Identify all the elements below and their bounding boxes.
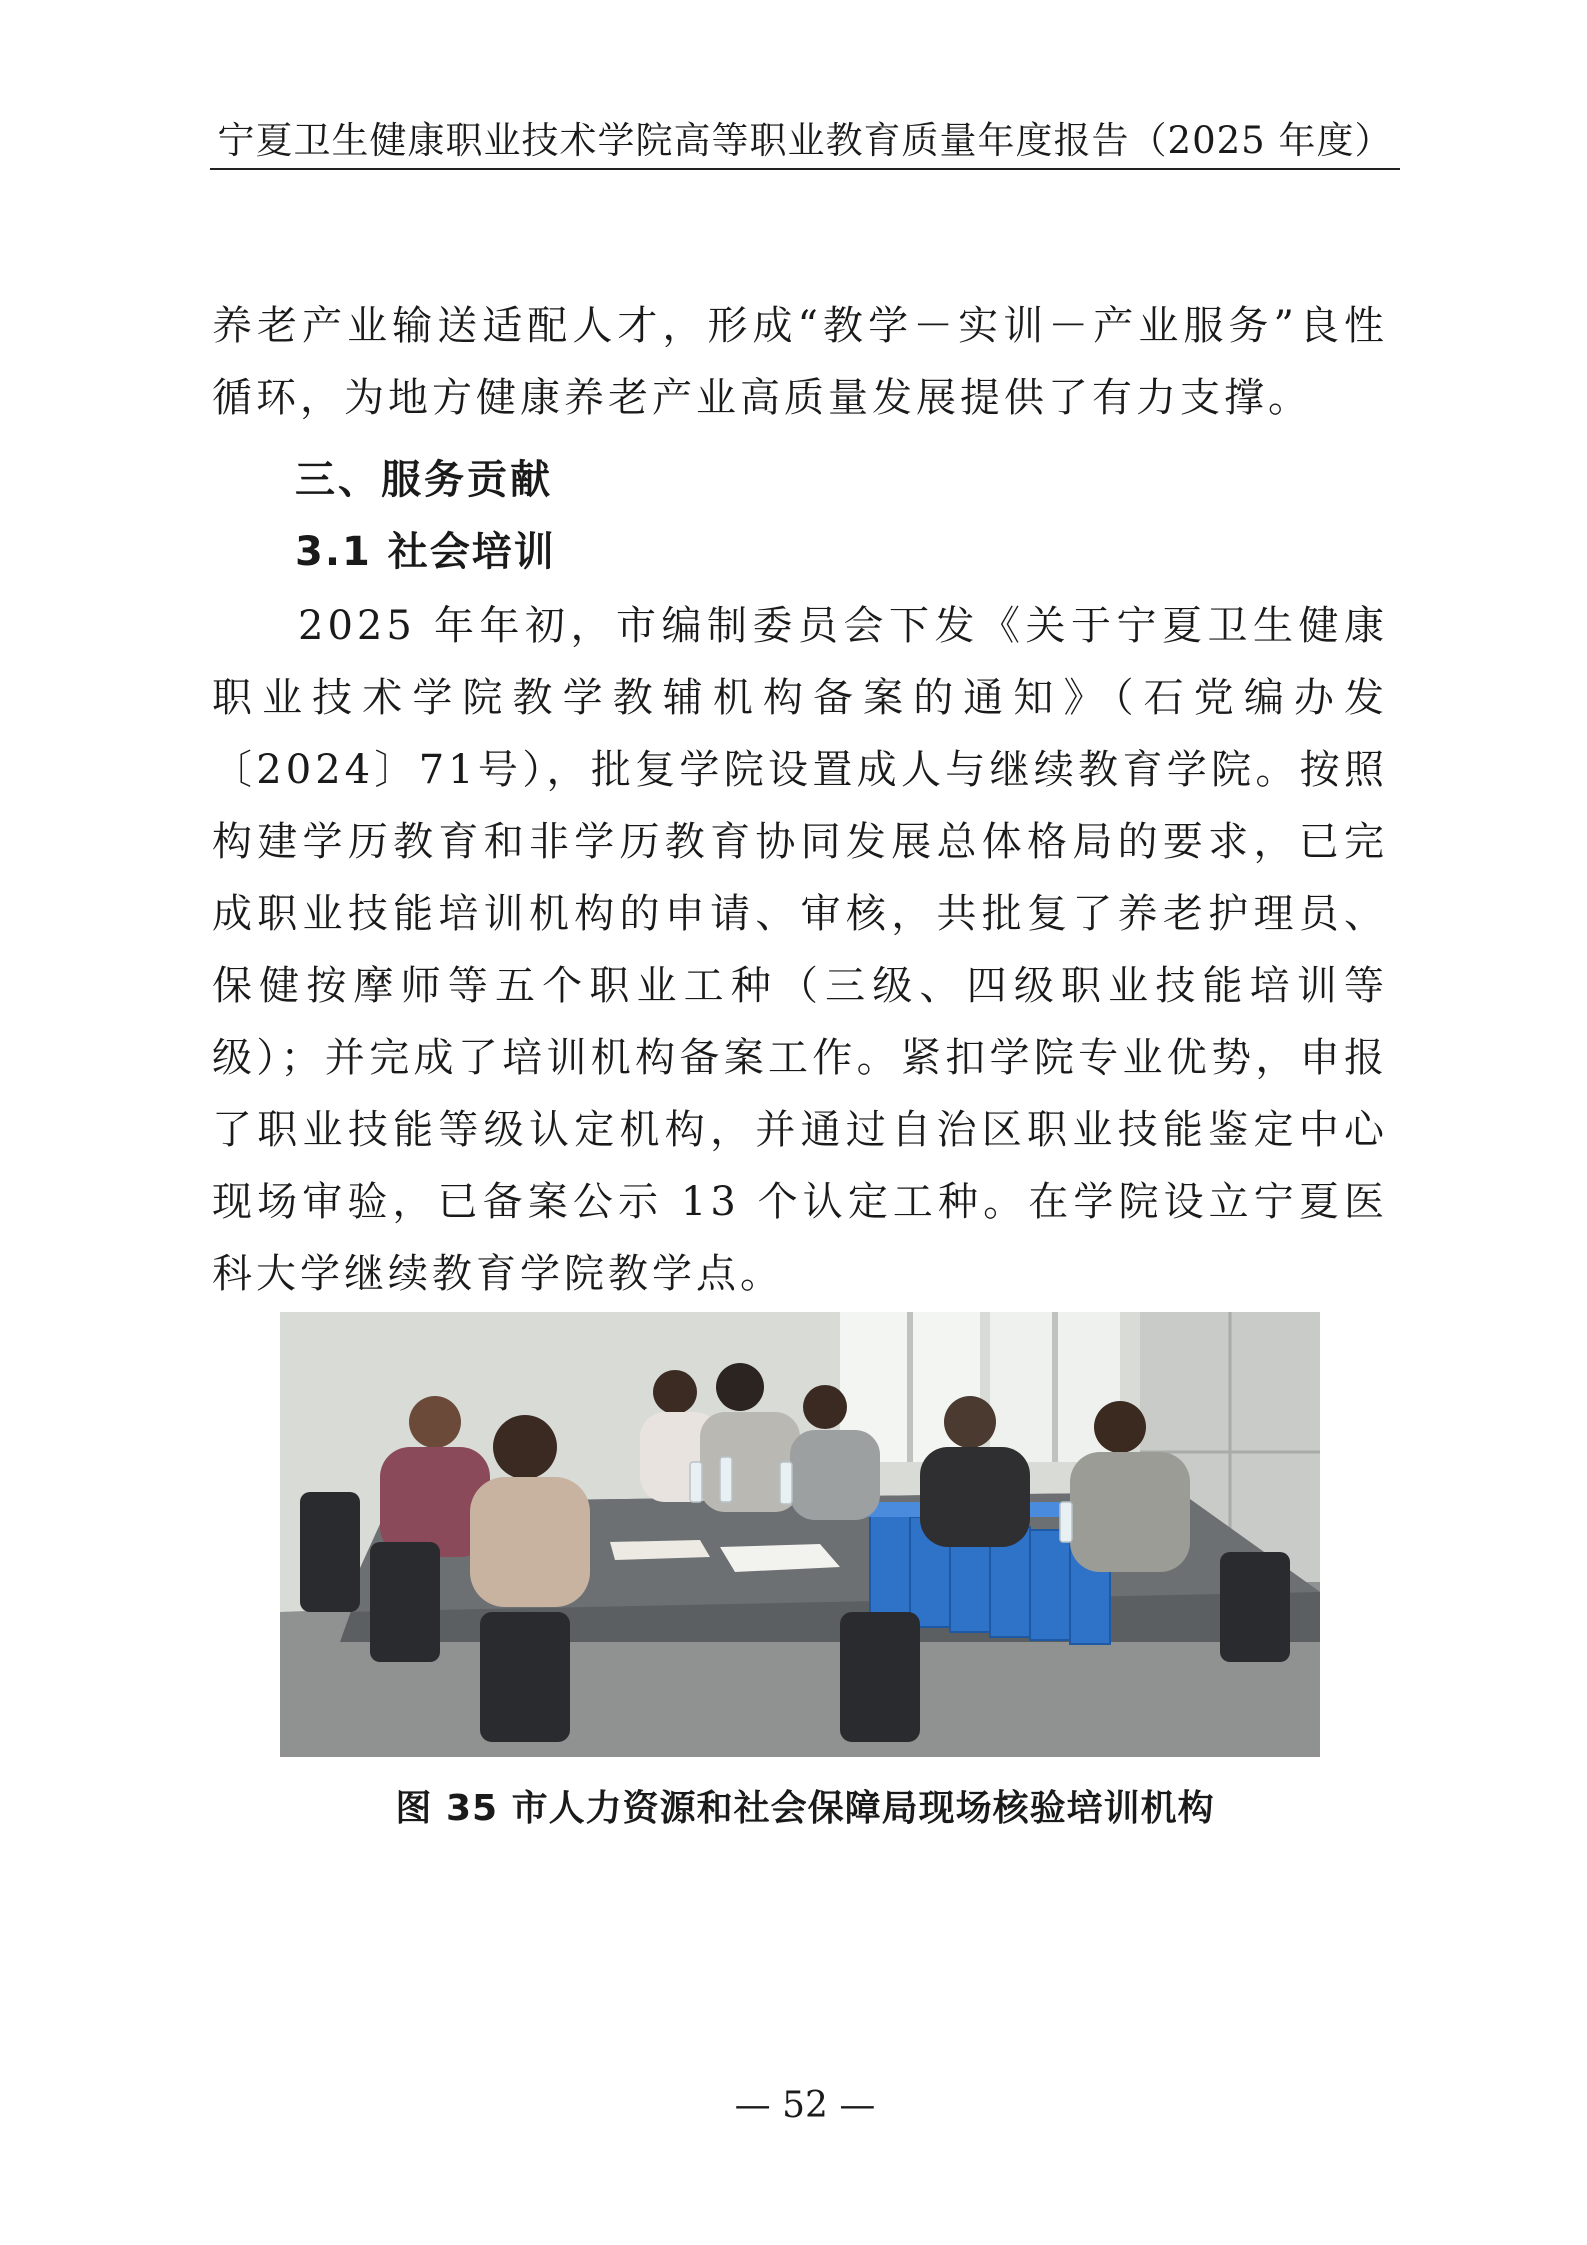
paragraph-continuation: 养老产业输送适配人才，形成“教学－实训－产业服务”良性循环，为地方健康养老产业高质量发展提供了有力支撑。: [212, 303, 1388, 421]
page-header-title: 宁夏卫生健康职业技术学院高等职业教育质量年度报告（2025 年度）: [217, 119, 1393, 162]
section-heading: 三、服务贡献: [295, 457, 553, 503]
paragraph-social-training: 2025 年年初，市编制委员会下发《关于宁夏卫生健康职业技术学院教学教辅机构备案的通知》（石党编办发〔2024〕71号），批复学院设置成人与继续教育学院。按照构建学历教育和非学历教育协同发展总体格局的要求，已完成职业技能培训机构的申请、审核，共批复了养老护理员、保健按摩师等五个职业工种（三级、四级职业技能培训等级）；并完成了培训机构备案工作。紧扣学院专业优势，申报了职业技能等级认定机构，并通过自治区职业技能鉴定中心现场审验，已备案公示 13 个认定工种。在学院设立宁夏医科大学继续教育学院教学点。: [212, 603, 1388, 1297]
page-number: — 52 —: [734, 2085, 876, 2126]
header-divider: [210, 168, 1400, 170]
meeting-photo: [280, 1312, 1320, 1757]
figure-caption: 图 35 市人力资源和社会保障局现场核验培训机构: [395, 1788, 1215, 1829]
subsection-heading: 3.1 社会培训: [295, 529, 556, 575]
